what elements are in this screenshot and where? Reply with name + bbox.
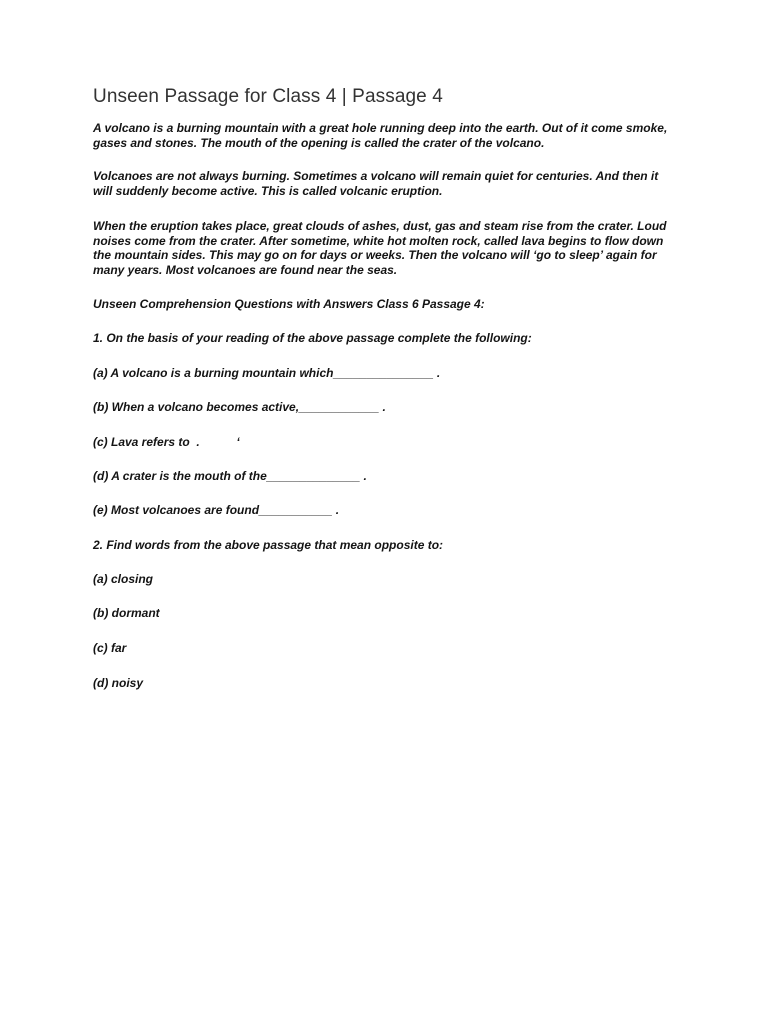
question-2-prompt xyxy=(93,538,683,553)
question-item-text: (d) A crater is the mouth of the______________ . xyxy=(93,469,367,483)
question-1-item xyxy=(93,469,683,484)
paragraph-line: Volcanoes are not always burning. Sometimes a volcano will remain quiet for centuries. And then it xyxy=(93,169,659,183)
paragraph-line: the mountain sides. This may go on for days or weeks. Then the volcano will ‘go to sleep’ again for xyxy=(93,248,657,262)
paragraph-line: A volcano is a burning mountain with a great hole running deep into the earth. Out of it come smoke, xyxy=(93,121,668,135)
question-1-item xyxy=(93,435,683,450)
paragraph-line: gases and stones. The mouth of the opening is called the crater of the volcano. xyxy=(93,135,545,150)
passage-paragraph-2 xyxy=(93,169,683,198)
question-1-item xyxy=(93,400,683,415)
passage-paragraph-1 xyxy=(93,121,683,150)
paragraph-line: When the eruption takes place, great clouds of ashes, dust, gas and steam rise from the crater. Loud xyxy=(93,219,667,233)
question-2-item xyxy=(93,641,683,656)
question-item-text: (d) noisy xyxy=(93,676,143,690)
question-item-text: (a) closing xyxy=(93,572,154,586)
question-1-text: 1. On the basis of your reading of the above passage complete the following: xyxy=(93,331,532,345)
question-2-item xyxy=(93,676,683,691)
passage-paragraph-3 xyxy=(93,219,683,277)
question-item-text: (e) Most volcanoes are found___________ . xyxy=(93,503,340,517)
paragraph-line: will suddenly become active. This is called volcanic eruption. xyxy=(93,183,443,198)
question-2-text: 2. Find words from the above passage that mean opposite to: xyxy=(93,538,444,552)
question-1-item xyxy=(93,366,683,381)
question-item-text: (c) far xyxy=(93,641,127,655)
questions-heading xyxy=(93,297,683,312)
question-2-item xyxy=(93,572,683,587)
question-1-prompt xyxy=(93,331,683,346)
paragraph-line: many years. Most volcanoes are found near the seas. xyxy=(93,262,398,277)
questions-heading-text: Unseen Comprehension Questions with Answers Class 6 Passage 4: xyxy=(93,297,485,311)
question-2-item xyxy=(93,606,683,621)
page-title: Unseen Passage for Class 4 | Passage 4 xyxy=(93,86,443,107)
question-item-text: (b) dormant xyxy=(93,606,160,620)
paragraph-line: noises come from the crater. After sometime, white hot molten rock, called lava begins to flow down xyxy=(93,233,664,248)
question-item-text: (b) When a volcano becomes active,____________ . xyxy=(93,400,386,414)
question-item-text: (c) Lava refers to . ‘ xyxy=(93,435,240,449)
question-1-item xyxy=(93,503,683,518)
question-item-text: (a) A volcano is a burning mountain which_______________ . xyxy=(93,366,441,380)
